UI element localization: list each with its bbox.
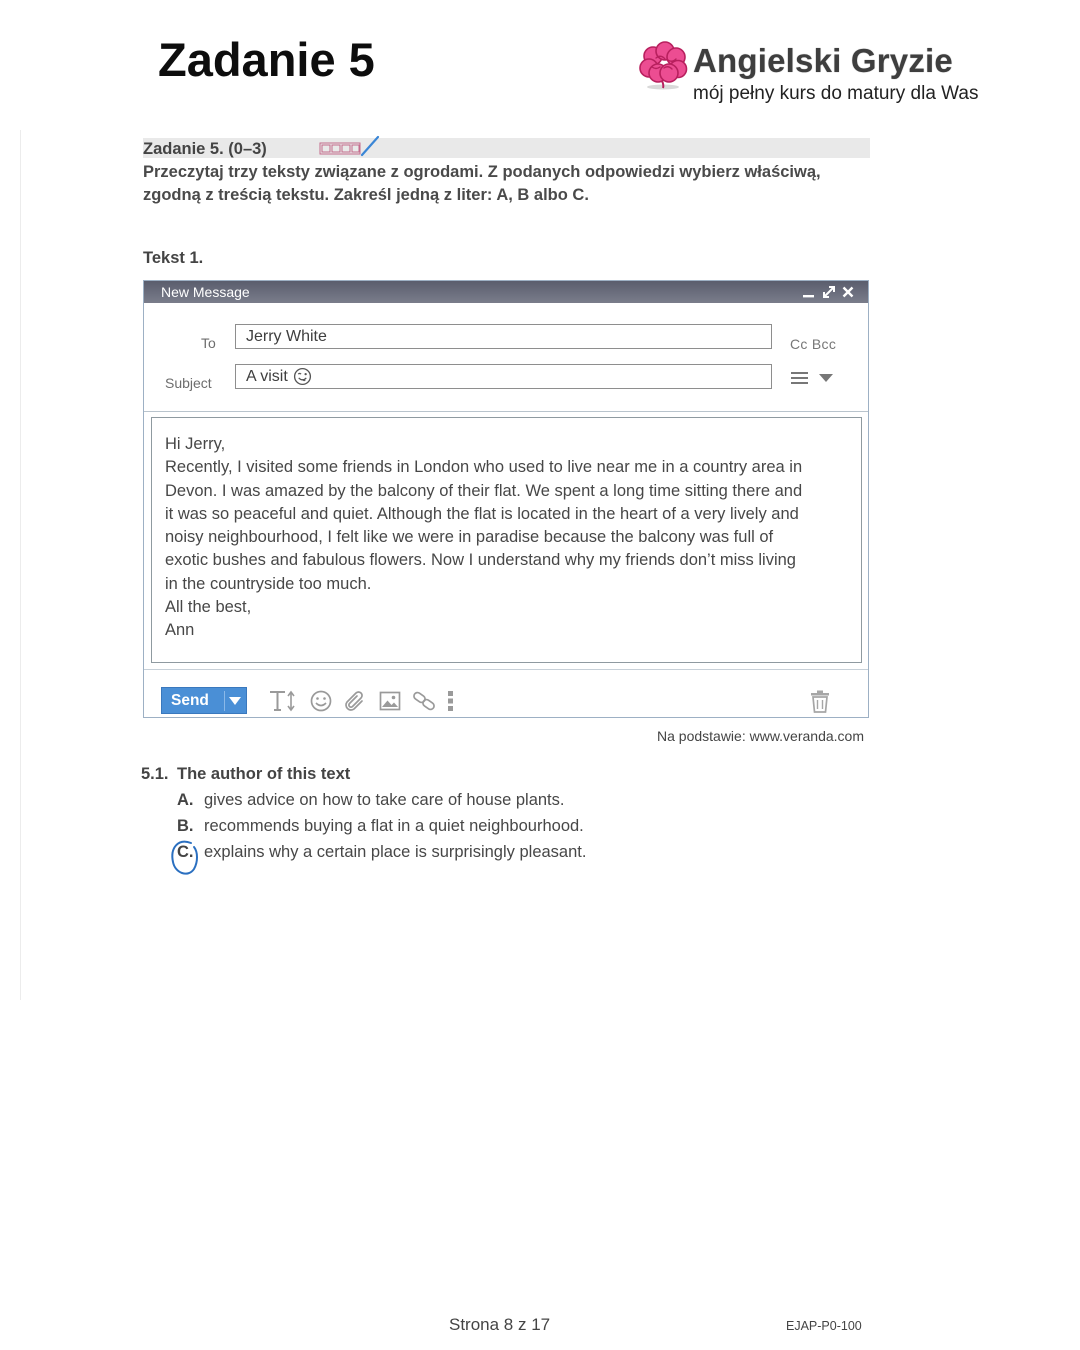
attachment-icon[interactable] [343,689,367,713]
message-line: Hi Jerry, [165,435,226,453]
message-line: All the best, [165,597,252,616]
answer-option-text: explains why a certain place is surprisingly pleasant. [204,843,587,861]
send-button-divider [224,691,225,711]
format-text-icon[interactable] [268,689,298,713]
menu-icon[interactable] [791,370,809,386]
message-line: exotic bushes and fabulous flowers. Now I understand why my friends don’t miss living [165,551,796,570]
subject-label: Subject [165,375,212,391]
page-number: Strona 8 z 17 [449,1315,551,1334]
send-label: Send [171,692,209,709]
image-icon[interactable] [378,689,402,713]
brand-tagline: mój pełny kurs do matury dla Was [693,83,979,104]
close-icon[interactable] [841,285,855,299]
message-line: Devon. I was amazed by the balcony of their flat. We spent a long time sitting there and [165,481,803,500]
question-stem: The author of this text [177,765,351,783]
message-line: in the countryside too much. [165,574,372,593]
header-divider [144,411,868,412]
trash-icon[interactable] [808,689,832,713]
source-note: Na podstawie: www.veranda.com [657,728,864,744]
answer-option-letter[interactable]: A. [177,791,194,809]
more-options-icon[interactable] [444,689,458,713]
minimize-icon[interactable] [802,285,816,299]
answer-option-letter[interactable]: B. [177,817,194,835]
window-title: New Message [161,284,250,300]
to-label: To [201,335,216,351]
answer-option-text: recommends buying a flat in a quiet neighbourhood. [204,817,584,835]
toolbar-divider [144,669,868,670]
answer-option-letter[interactable]: C. [177,843,194,861]
question-number: 5.1. [141,765,169,783]
send-options-dropdown-icon[interactable] [229,697,241,705]
message-body[interactable] [151,417,862,663]
dropdown-icon[interactable] [819,373,833,383]
send-button[interactable] [161,687,247,714]
text-label: Tekst 1. [143,249,204,267]
message-line: it was so peaceful and quiet. Although the flat is located in the heart of a very lively and [165,504,799,523]
task-heading: Zadanie 5. (0–3) [143,140,267,158]
answer-circle-mark [166,837,206,881]
to-value: Jerry White [246,328,327,345]
message-line: Ann [165,621,195,639]
link-icon[interactable] [412,689,436,713]
brand-name: Angielski Gryzie [693,42,953,79]
page-title: Zadanie 5 [158,33,375,86]
cc-bcc-link[interactable]: Cc Bcc [790,336,837,352]
window-title-bar [144,281,868,303]
instruction-line: Przeczytaj trzy teksty związane z ogrodami. Z podanych odpowiedzi wybierz właściwą, [143,163,821,181]
message-text [165,433,802,642]
message-line: Recently, I visited some friends in London who used to live near me in a country area in [165,458,803,477]
brain-logo-icon [638,40,688,92]
to-field[interactable] [235,324,772,349]
answer-option-text: gives advice on how to take care of house plants. [204,791,565,809]
winking-emoji-icon [293,367,312,386]
email-compose-window [143,280,869,718]
scan-artifact-line [20,130,21,1000]
expand-icon[interactable] [822,285,836,299]
score-boxes [319,135,383,159]
emoji-icon[interactable] [309,689,333,713]
instruction-line: zgodną z treścią tekstu. Zakreśl jedną z liter: A, B albo C. [143,186,589,204]
subject-field[interactable] [235,364,772,389]
subject-value: A visit [246,368,288,385]
exam-code: EJAP-P0-100 [786,1319,862,1333]
message-line: noisy neighbourhood, I felt like we were in paradise because the balcony was full of [165,528,774,546]
